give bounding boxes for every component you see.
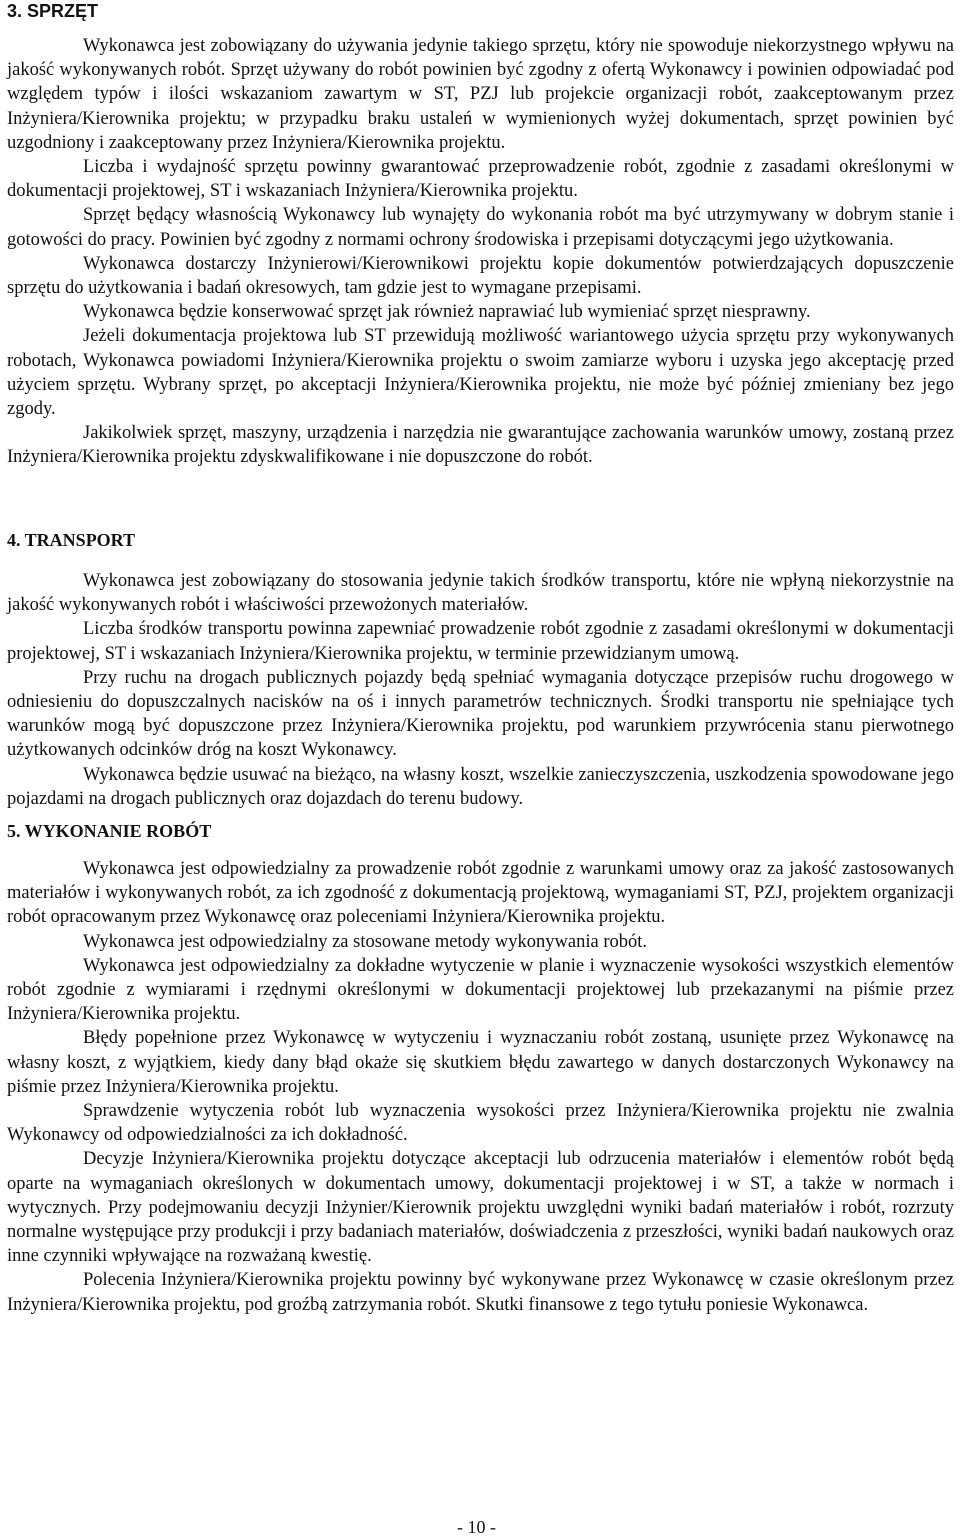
section-heading: 4. TRANSPORT	[7, 530, 136, 550]
paragraph: Liczba środków transportu powinna zapewniać prowadzenie robót zgodnie z zasadami określonymi w dokumentacji projektowej, ST i wskazaniach Inżyniera/Kierownika projektu, w terminie przewidzianym umową.	[7, 619, 954, 664]
paragraph: Sprawdzenie wytyczenia robót lub wyznaczenia wysokości przez Inżyniera/Kierownika projektu nie zwalnia Wykonawcy od odpowiedzialności za ich dokładność.	[7, 1101, 954, 1146]
section-body	[7, 569, 954, 811]
section-wykonanie-robot	[7, 820, 954, 1317]
paragraph: Jakikolwiek sprzęt, maszyny, urządzenia i narzędzia nie gwarantujące zachowania warunków umowy, zostaną przez Inżyniera/Kierownika projektu zdyskwalifikowane i nie dopuszczone do robót.	[7, 423, 954, 468]
section-body	[7, 34, 954, 470]
paragraph: Wykonawca będzie usuwać na bieżąco, na własny koszt, wszelkie zanieczyszczenia, uszkodzenia spowodowane jego pojazdami na drogach publicznych oraz dojazdach do terenu budowy.	[7, 764, 954, 809]
section-sprzet	[7, 0, 954, 470]
section-body	[7, 857, 954, 1317]
paragraph: Wykonawca jest zobowiązany do używania jedynie takiego sprzętu, który nie spowoduje niekorzystnego wpływu na jakość wykonywanych robót. Sprzęt używany do robót powinien być zgodny z ofertą Wykonawcy i powinien odpowiadać pod względem typów i ilości wskazaniom zawartym w ST, PZJ lub projekcie organizacji robót, zaakceptowanym przez Inżyniera/Kierownika projektu; w przypadku braku ustaleń w wymienionych wyżej dokumentach, sprzęt powinien być uzgodniony i zaakceptowany przez Inżyniera/Kierownika projektu.	[7, 36, 954, 153]
paragraph: Polecenia Inżyniera/Kierownika projektu powinny być wykonywane przez Wykonawcę w czasie określonym przez Inżyniera/Kierownika projektu, pod groźbą zatrzymania robót. Skutki finansowe z tego tytułu poniesie Wykonawca.	[7, 1270, 954, 1315]
page-number: - 10 -	[457, 1517, 496, 1537]
paragraph: Wykonawca będzie konserwować sprzęt jak również naprawiać lub wymieniać sprzęt niesprawny.	[83, 302, 811, 323]
paragraph: Błędy popełnione przez Wykonawcę w wytyczeniu i wyznaczaniu robót zostaną, usunięte przez Wykonawcę na własny koszt, z wyjątkiem, kiedy dany błąd okaże się skutkiem błędu zawartego w danych dostarczonych Wykonawcy na piśmie przez Inżyniera/Kierownika projektu.	[7, 1028, 954, 1097]
section-heading: 3. SPRZĘT	[7, 1, 99, 21]
paragraph: Wykonawca jest zobowiązany do stosowania jedynie takich środków transportu, które nie wpłyną niekorzystnie na jakość wykonywanych robót i właściwości przewożonych materiałów.	[7, 571, 954, 616]
paragraph: Jeżeli dokumentacja projektowa lub ST przewidują możliwość wariantowego użycia sprzętu przy wykonywanych robotach, Wykonawca powiadomi Inżyniera/Kierownika projektu o swoim zamiarze wyboru i uzyska jego akceptację przed użyciem sprzętu. Wybrany sprzęt, po akceptacji Inżyniera/Kierownika projektu, nie może być później zmieniany bez jego zgody.	[7, 326, 954, 420]
paragraph: Liczba i wydajność sprzętu powinny gwarantować przeprowadzenie robót, zgodnie z zasadami określonymi w dokumentacji projektowej, ST i wskazaniach Inżyniera/Kierownika projektu.	[7, 157, 954, 202]
paragraph: Wykonawca jest odpowiedzialny za stosowane metody wykonywania robót.	[83, 931, 648, 952]
paragraph: Przy ruchu na drogach publicznych pojazdy będą spełniać wymagania dotyczące przepisów ruchu drogowego w odniesieniu do dopuszczalnych nacisków na oś i innych parametrów technicznych. Środki transportu nie spełniające tych warunków mogą być dopuszczone przez Inżyniera/Kierownika projektu, pod warunkiem przywrócenia stanu pierwotnego użytkowanych odcinków dróg na koszt Wykonawcy.	[7, 667, 954, 761]
section-transport	[7, 529, 954, 811]
paragraph: Wykonawca jest odpowiedzialny za prowadzenie robót zgodnie z warunkami umowy oraz za jakość zastosowanych materiałów i wykonywanych robót, za ich zgodność z dokumentacją projektową, wymaganiami ST, PZJ, projektem organizacji robót opracowanym przez Wykonawcę oraz poleceniami Inżyniera/Kierownika projektu.	[7, 859, 954, 928]
paragraph: Wykonawca dostarczy Inżynierowi/Kierownikowi projektu kopie dokumentów potwierdzających dopuszczenie sprzętu do użytkowania i badań okresowych, tam gdzie jest to wymagane przepisami.	[7, 253, 954, 299]
section-heading: 5. WYKONANIE ROBÓT	[7, 821, 212, 841]
paragraph: Wykonawca jest odpowiedzialny za dokładne wytyczenie w planie i wyznaczenie wysokości wszystkich elementów robót zgodnie z wymiarami i rzędnymi określonymi w dokumentacji projektowej lub przekazanymi na piśmie przez Inżyniera/Kierownika projektu.	[7, 955, 954, 1025]
paragraph: Sprzęt będący własnością Wykonawcy lub wynajęty do wykonania robót ma być utrzymywany w dobrym stanie i gotowości do pracy. Powinien być zgodny z normami ochrony środowiska i przepisami dotyczącymi jego użytkowania.	[7, 205, 954, 250]
paragraph: Decyzje Inżyniera/Kierownika projektu dotyczące akceptacji lub odrzucenia materiałów i elementów robót będą oparte na wymaganiach określonych w dokumentach umowy, dokumentacji projektowej i w ST, a także w normach i wytycznych. Przy podejmowaniu decyzji Inżynier/Kierownik projektu uwzględni wyniki badań materiałów i robót, rozrzuty normalne występujące przy produkcji i przy badaniach materiałów, doświadczenia z przeszłości, wyniki badań naukowych oraz inne czynniki wpływające na rozważaną kwestię.	[7, 1149, 954, 1267]
